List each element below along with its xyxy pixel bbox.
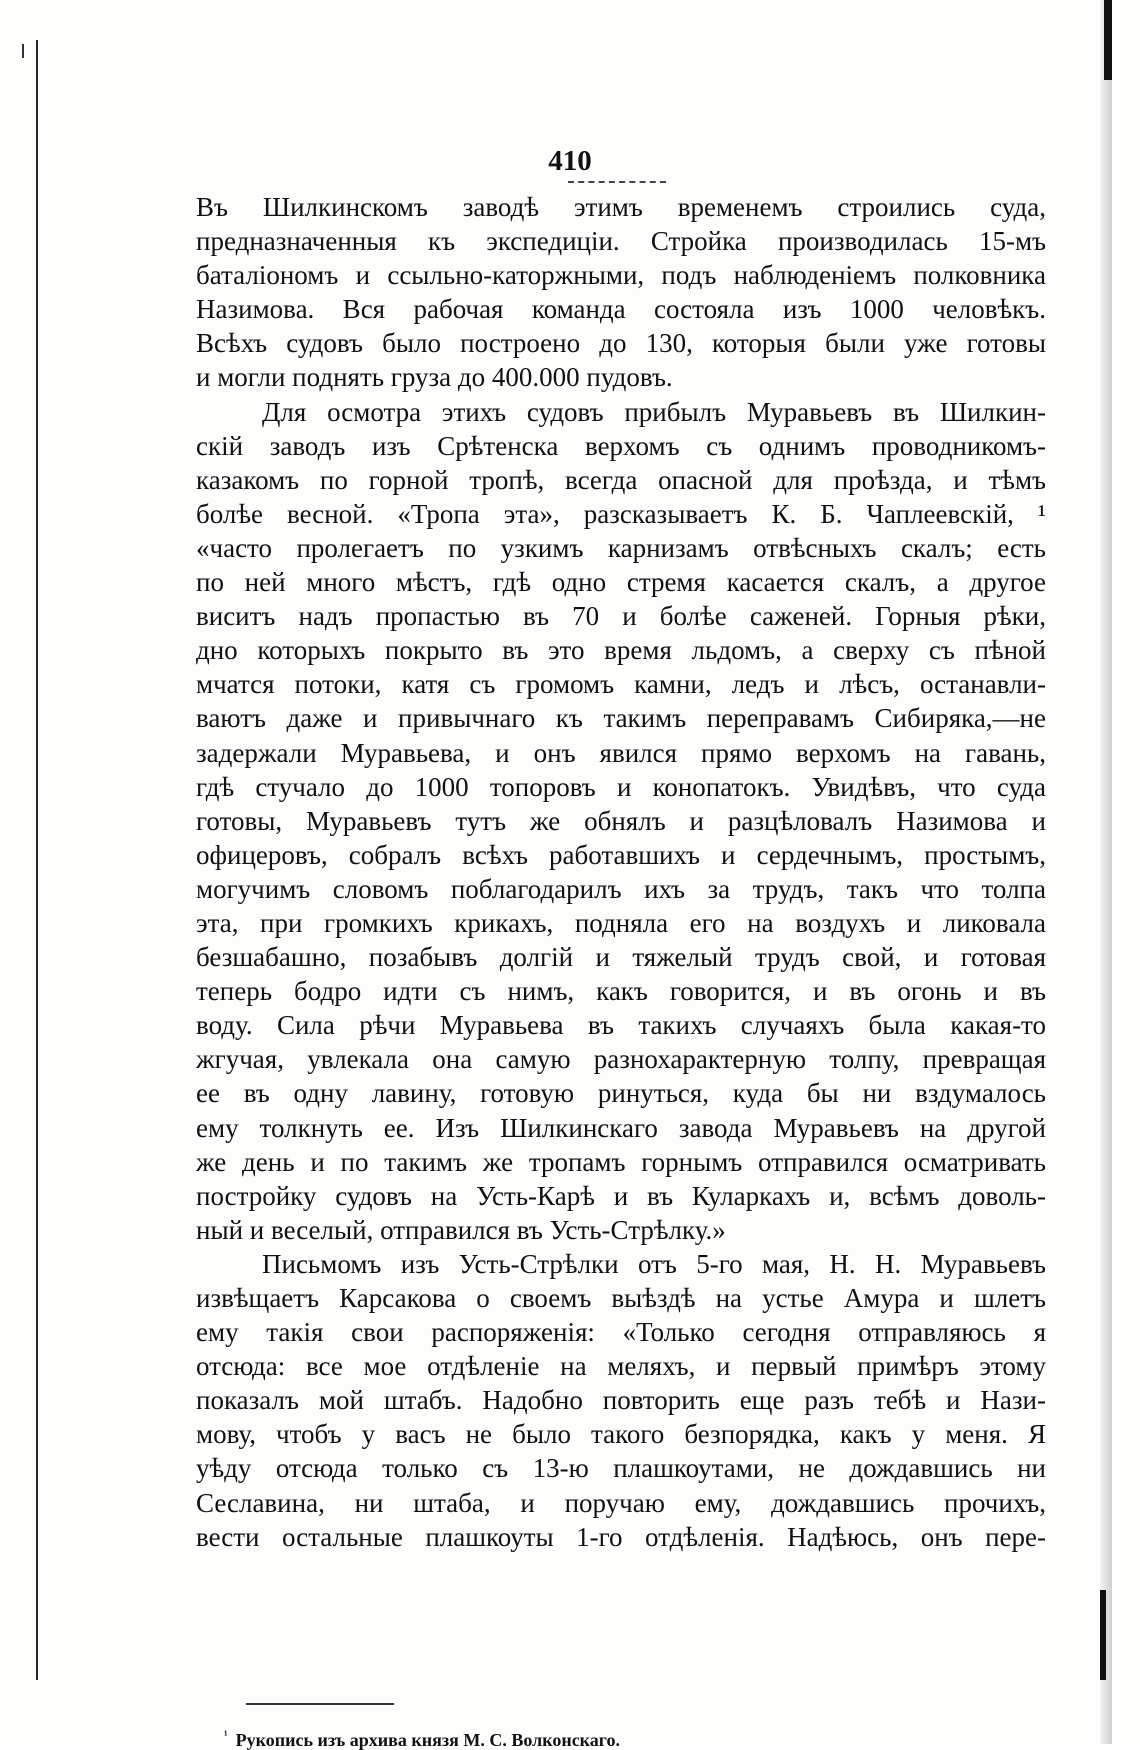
text-line: виситъ надъ пропастью въ 70 и болѣе саженей. Горныя рѣки, (196, 601, 1046, 632)
footnote-mark: ¹ (224, 1728, 228, 1742)
right-page-edge (1100, 0, 1112, 1744)
text-line: Всѣхъ судовъ было построено до 130, которыя были уже готовы (196, 328, 1046, 359)
text-line: предназначенныя къ экспедиціи. Стройка производилась 15-мъ (196, 226, 1046, 257)
text-line: Для осмотра этихъ судовъ прибылъ Муравьевъ въ Шилкин- (262, 396, 1046, 427)
right-edge-bar-bottom (1100, 1590, 1106, 1680)
text-line: Назимова. Вся рабочая команда состояла изъ 1000 человѣкъ. (196, 294, 1046, 325)
text-line: же день и по такимъ же тропамъ горнымъ отправился осматривать (196, 1146, 1046, 1177)
text-line: теперь бодро идти съ нимъ, какъ говорится, и въ огонь и въ (196, 976, 1046, 1007)
text-line: и могли поднять груза до 400.000 пудовъ. (196, 362, 673, 393)
text-line: мову, чтобъ у васъ не было такого безпорядка, какъ у меня. Я (196, 1419, 1046, 1450)
left-edge-line (36, 40, 38, 1680)
page-number-rule (568, 181, 666, 184)
text-line: постройку судовъ на Усть-Карѣ и въ Куларкахъ и, всѣмъ доволь- (196, 1180, 1046, 1211)
text-line: казакомъ по горной тропѣ, всегда опасной для проѣзда, и тѣмъ (196, 464, 1046, 495)
left-edge-mark (22, 44, 24, 58)
text-line: гдѣ стучало до 1000 топоровъ и конопатокъ. Увидѣвъ, что суда (196, 771, 1046, 802)
text-line: извѣщаетъ Карсакова о своемъ выѣздѣ на устье Амура и шлетъ (196, 1283, 1046, 1313)
text-line: Письмомъ изъ Усть-Стрѣлки отъ 5-го мая, Н. Н. Муравьевъ (262, 1248, 1046, 1279)
text-line: дно которыхъ покрыто въ это время льдомъ, а сверху съ пѣной (196, 635, 1046, 666)
text-line: Сеславина, ни штаба, и поручаю ему, дождавшись прочихъ, (196, 1487, 1046, 1518)
right-edge-bar-top (1104, 0, 1112, 80)
text-line: эта, при громкихъ крикахъ, подняла его на воздухъ и ликовала (196, 907, 1046, 938)
text-line: жгучая, увлекала она самую разнохарактерную толпу, превращая (196, 1044, 1046, 1075)
text-line: по ней много мѣстъ, гдѣ одно стремя касается скалъ, а другое (196, 567, 1046, 598)
footnote-divider (246, 1703, 394, 1706)
text-line: «часто пролегаетъ по узкимъ карнизамъ отвѣсныхъ скалъ; есть (196, 532, 1046, 563)
text-line: показалъ мой штабъ. Надобно повторить еще разъ тебѣ и Нази- (196, 1385, 1046, 1416)
text-line: отсюда: все мое отдѣленіе на меляхъ, и первый примѣръ этому (196, 1351, 1046, 1382)
text-line: офицеровъ, собралъ всѣхъ работавшихъ и сердечнымъ, простымъ, (196, 839, 1046, 870)
page-number: 410 (548, 145, 592, 177)
text-line: ее въ одну лавину, готовую ринуться, куда бы ни вздумалось (196, 1078, 1046, 1109)
text-line: болѣе весной. «Тропа эта», разсказываетъ К. Б. Чаплеевскій, ¹ (196, 498, 1046, 529)
body-text (196, 190, 1046, 1554)
text-line: мчатся потоки, катя съ громомъ камни, ледъ и лѣсъ, останавли- (196, 669, 1046, 700)
text-line: ный и веселый, отправился въ Усть-Стрѣлку.» (196, 1214, 726, 1245)
text-line: баталіономъ и ссыльно-каторжными, подъ наблюденіемъ полковника (196, 260, 1046, 291)
text-line: могучимъ словомъ поблагодарилъ ихъ за трудъ, такъ что толпа (196, 873, 1046, 904)
text-line: задержали Муравьева, и онъ явился прямо верхомъ на гавань, (196, 737, 1046, 768)
text-line: вести остальные плашкоуты 1-го отдѣленія. Надѣюсь, онъ пере- (196, 1521, 1046, 1552)
text-line: воду. Сила рѣчи Муравьева въ такихъ случаяхъ была какая-то (196, 1010, 1046, 1041)
footnote-text: Рукопись изъ архива князя М. С. Волконскаго. (235, 1730, 621, 1750)
text-line: безшабашно, позабывъ долгій и тяжелый трудъ свой, и готовая (196, 942, 1046, 973)
text-line: ваютъ даже и привычнаго къ такимъ переправамъ Сибиряка,—не (196, 703, 1046, 734)
text-line: уѣду отсюда только съ 13-ю плашкоутами, не дождавшись ни (196, 1453, 1046, 1484)
text-line: ему такія свои распоряженія: «Только сегодня отправляюсь я (196, 1317, 1046, 1348)
text-line: ему толкнуть ее. Изъ Шилкинскаго завода Муравьевъ на другой (196, 1112, 1046, 1143)
text-line: скій заводъ изъ Срѣтенска верхомъ съ однимъ проводникомъ- (196, 430, 1046, 461)
text-line: готовы, Муравьевъ тутъ же обнялъ и разцѣловалъ Назимова и (196, 805, 1046, 836)
footnote (224, 1725, 620, 1750)
text-line: Въ Шилкинскомъ заводѣ этимъ временемъ строились суда, (196, 192, 1046, 222)
